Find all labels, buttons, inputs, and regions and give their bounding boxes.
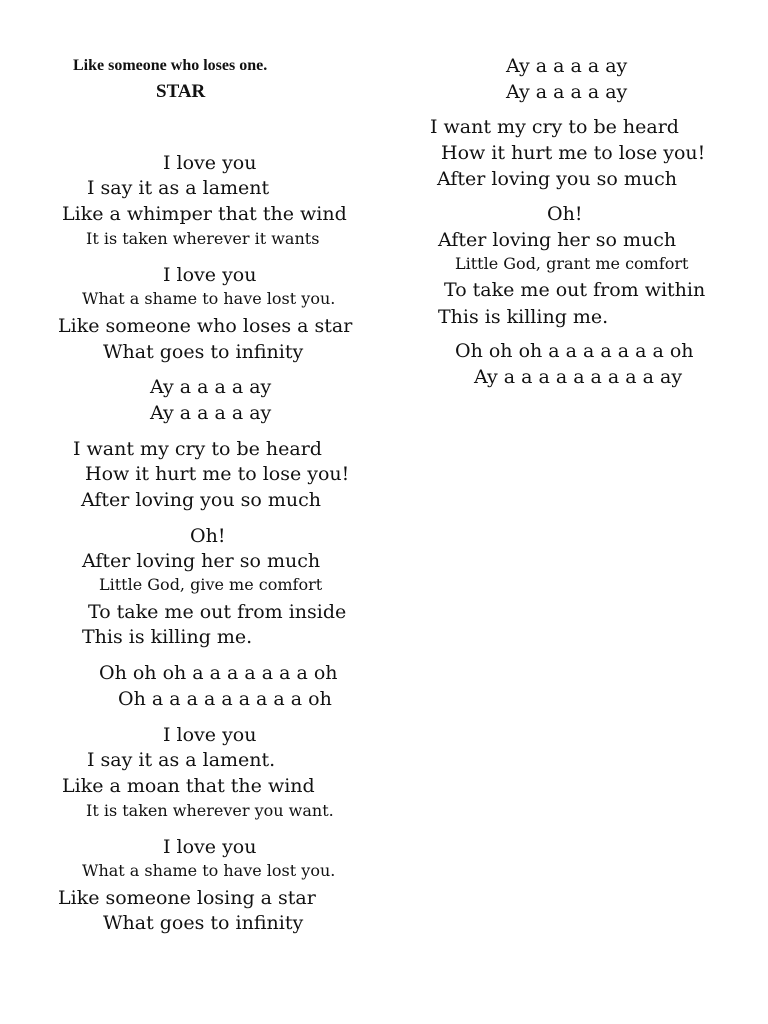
lyric-line: To take me out from inside bbox=[88, 601, 347, 623]
lyric-line: Oh oh oh a a a a a a a oh bbox=[99, 662, 338, 684]
lyric-line: I say it as a lament. bbox=[87, 749, 276, 771]
lyric-line: Oh oh oh a a a a a a a oh bbox=[455, 340, 694, 362]
lyric-line: Ay a a a a ay bbox=[150, 376, 272, 398]
lyric-line: After loving you so much bbox=[437, 168, 677, 190]
lyric-line: How it hurt me to lose you! bbox=[85, 463, 350, 485]
lyric-line: I love you bbox=[163, 724, 257, 746]
lyric-line: What goes to infinity bbox=[103, 341, 304, 363]
lyric-line: I say it as a lament bbox=[87, 177, 270, 199]
song-title: STAR bbox=[156, 81, 206, 102]
lyric-line: What a shame to have lost you. bbox=[82, 861, 336, 880]
lyric-line: It is taken wherever you want. bbox=[86, 801, 334, 820]
lyric-line: Ay a a a a ay bbox=[150, 402, 272, 424]
lyric-line: Like a moan that the wind bbox=[62, 775, 315, 797]
lyric-line: I love you bbox=[163, 152, 257, 174]
lyric-line: After loving her so much bbox=[438, 229, 677, 251]
lyric-line: Oh a a a a a a a a a oh bbox=[118, 688, 332, 710]
lyric-line: It is taken wherever it wants bbox=[86, 229, 320, 248]
lyric-line: Like a whimper that the wind bbox=[62, 203, 347, 225]
lyric-line: After loving you so much bbox=[81, 489, 321, 511]
lyric-line: What goes to infinity bbox=[103, 912, 304, 934]
lyric-line: Oh! bbox=[190, 525, 226, 547]
lyric-line: I love you bbox=[163, 836, 257, 858]
lyric-line: Little God, grant me comfort bbox=[455, 254, 689, 273]
lyric-line: I want my cry to be heard bbox=[73, 438, 322, 460]
lyric-line: This is killing me. bbox=[82, 626, 253, 648]
lyric-line: What a shame to have lost you. bbox=[82, 289, 336, 308]
lyric-line: Like someone who loses a star bbox=[58, 315, 353, 337]
lyric-line: Ay a a a a ay bbox=[506, 55, 628, 77]
lyric-line: Ay a a a a ay bbox=[506, 81, 628, 103]
lyric-line: To take me out from within bbox=[444, 279, 706, 301]
lyric-line: Little God, give me comfort bbox=[99, 575, 323, 594]
lyric-line: I love you bbox=[163, 264, 257, 286]
lyric-line: Ay a a a a a a a a a ay bbox=[474, 366, 683, 388]
lyric-line: I want my cry to be heard bbox=[430, 116, 679, 138]
lyric-line: This is killing me. bbox=[438, 306, 609, 328]
lyric-line: Oh! bbox=[547, 203, 583, 225]
lyric-line: After loving her so much bbox=[82, 550, 321, 572]
lyric-line: How it hurt me to lose you! bbox=[441, 142, 706, 164]
song-subtitle: Like someone who loses one. bbox=[73, 57, 268, 74]
lyric-line: Like someone losing a star bbox=[58, 887, 316, 909]
